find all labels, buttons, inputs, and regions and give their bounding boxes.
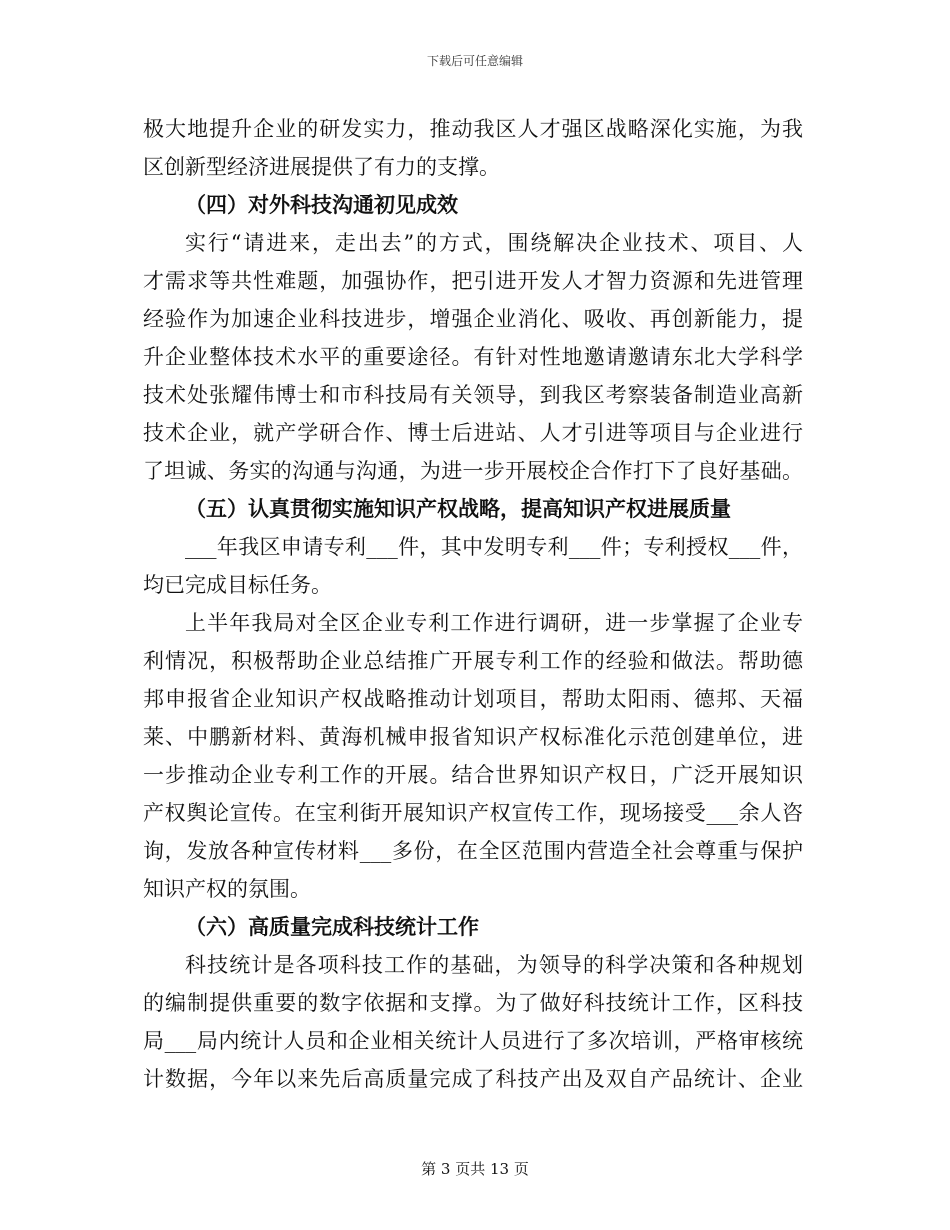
page-footer: 第 3 页共 13 页 (421, 1160, 529, 1178)
paragraph-line: 计数据，今年以来先后高质量完成了科技产出及双自产品统计、企业 (143, 1067, 803, 1091)
paragraph-line: 均已完成目标任务。 (143, 573, 332, 597)
paragraph-line: 莱、中鹏新材料、黄海机械申报省知识产权标准化示范创建单位，进 (143, 725, 803, 749)
paragraph-line: 询，发放各种宣传材料___多份，在全区范围内营造全社会尊重与保护 (143, 839, 803, 863)
paragraph-line: 知识产权的氛围。 (143, 877, 311, 901)
paragraph-line: 区创新型经济进展提供了有力的支撑。 (143, 155, 500, 179)
paragraph-line: ___年我区申请专利___件，其中发明专利___件；专利授权___件， (185, 535, 803, 559)
section-heading: （五）认真贯彻实施知识产权战略，提高知识产权进展质量 (185, 496, 731, 521)
paragraph-line: 产权舆论宣传。在宝利街开展知识产权宣传工作，现场接受___余人咨 (143, 801, 803, 825)
paragraph-line: 的编制提供重要的数字依据和支撑。为了做好科技统计工作，区科技 (143, 991, 803, 1015)
paragraph-line: 技术企业，就产学研合作、博士后进站、人才引进等项目与企业进行 (143, 421, 803, 445)
paragraph-line: 上半年我局对全区企业专利工作进行调研，进一步掌握了企业专 (185, 611, 803, 635)
paragraph-line: 才需求等共性难题，加强协作，把引进开发人才智力资源和先进管理 (143, 269, 803, 293)
paragraph-line: 技术处张耀伟博士和市科技局有关领导，到我区考察装备制造业高新 (143, 383, 803, 407)
paragraph-line: 局___局内统计人员和企业相关统计人员进行了多次培训，严格审核统 (143, 1029, 803, 1053)
paragraph-line: 一步推动企业专利工作的开展。结合世界知识产权日，广泛开展知识 (143, 763, 803, 787)
section-heading: （六）高质量完成科技统计工作 (185, 914, 479, 939)
paragraph-line: 邦申报省企业知识产权战略推动计划项目，帮助太阳雨、德邦、天福 (143, 687, 803, 711)
paragraph-line: 科技统计是各项科技工作的基础，为领导的科学决策和各种规划 (185, 953, 803, 977)
paragraph-line: 利情况，积极帮助企业总结推广开展专利工作的经验和做法。帮助德 (143, 649, 803, 673)
paragraph-line: 了坦诚、务实的沟通与沟通，为进一步开展校企合作打下了良好基础。 (143, 459, 803, 483)
page-header: 下载后可任意编辑 (426, 54, 523, 68)
paragraph-line: 升企业整体技术水平的重要途径。有针对性地邀请邀请东北大学科学 (143, 345, 803, 369)
paragraph-line: 极大地提升企业的研发实力，推动我区人才强区战略深化实施，为我 (143, 117, 803, 141)
document-body (143, 110, 803, 1098)
section-heading: （四）对外科技沟通初见成效 (185, 192, 458, 217)
paragraph-line: 经验作为加速企业科技进步，增强企业消化、吸收、再创新能力，提 (143, 307, 803, 331)
paragraph-line: 实行“请进来，走出去”的方式，围绕解决企业技术、项目、人 (185, 231, 803, 255)
